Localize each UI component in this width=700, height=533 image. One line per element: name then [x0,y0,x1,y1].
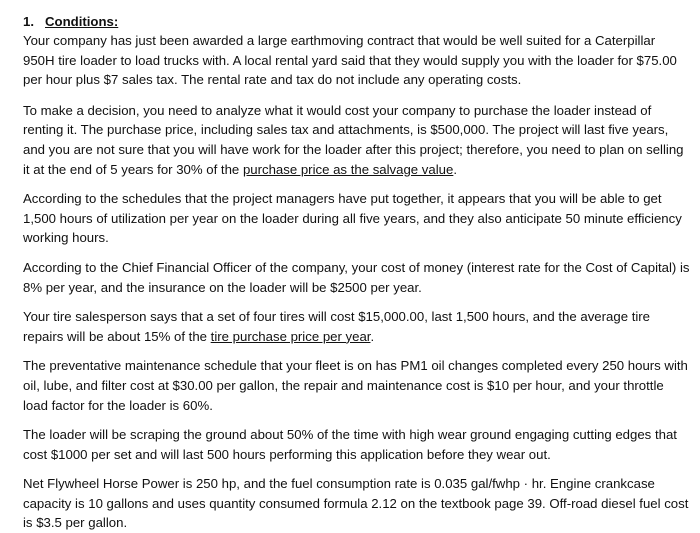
paragraph-text: Your company has just been awarded a large earthmoving contract that would be well suited for a Caterpillar 950H tire loader to load trucks with. A local rental yard said that they would supply you with the loader for $75.00 per hour plus $7 sales tax. The rental rate and tax do not include any operating costs. [23,33,677,88]
paragraph-text: Net Flywheel Horse Power is 250 hp, and the fuel consumption rate is 0.035 gal/fwhp · hr. Engine crankcase capacity is 10 gallons and uses quantity consumed formula 2.12 on the textbook page 39. Off-road diesel fuel cost is $3.5 per gallon. [23,476,689,531]
paragraph-rental-offer [23,31,690,90]
paragraph-text: To make a decision, you need to analyze what it would cost your company to purchase the loader instead of renting it. The purchase price, including sales tax and attachments, is $500,000. The project will last five years, and you are not sure that you will have work for the loader after this project; therefore, you need to plan on selling it at the end of 5 years for 30% of the [23,102,684,177]
paragraph-fuel [23,474,690,533]
paragraph-cost-of-money [23,258,690,297]
section-heading [23,12,690,31]
paragraph-utilization [23,189,690,248]
section-number: 1. [23,14,34,29]
paragraph-text: According to the Chief Financial Officer of the company, your cost of money (interest rate for the Cost of Capital) is 8% per year, and the insurance on the loader will be $2500 per year. [23,259,690,295]
paragraph-purchase-analysis [23,101,690,179]
paragraph-tail: . [453,161,458,177]
paragraph-text: The loader will be scraping the ground about 50% of the time with high wear ground engaging cutting edges that cost $1000 per set and will last 500 hours performing this application before they wear out. [23,427,677,462]
underlined-phrase: tire purchase price per year [210,328,371,344]
paragraph-text: According to the schedules that the project managers have put together, it appears that you will be able to get 1,500 hours of utilization per year on the loader during all five years, and they also anticipate 50 minute efficiency working hours. [23,191,682,246]
paragraph-maintenance [23,356,690,415]
section-title: Conditions: [45,14,119,29]
paragraph-cutting-edges [23,425,690,464]
paragraph-tail: . [370,328,375,344]
underlined-phrase: purchase price as the salvage value [242,161,454,177]
paragraph-tires [23,307,690,346]
paragraph-text: The preventative maintenance schedule that your fleet is on has PM1 oil changes completed every 250 hours with oil, lube, and filter cost at $30.00 per gallon, the repair and maintenance cost is $10 per hour, and your throttle load factor for the loader is 60%. [23,358,688,413]
paragraph-text: Your tire salesperson says that a set of four tires will cost $15,000.00, last 1,500 hours, and the average tire repairs will be about 15% of the [23,309,651,344]
